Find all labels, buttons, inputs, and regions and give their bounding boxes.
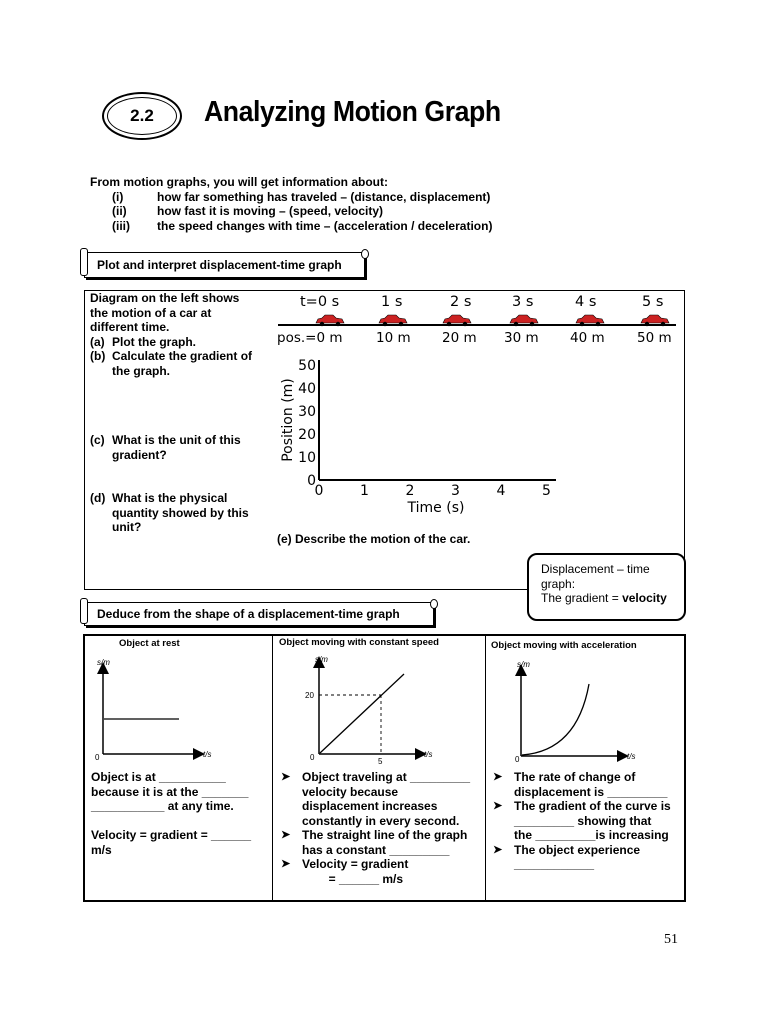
position-label: 20 m xyxy=(442,330,477,346)
question-b: (b) Calculate the gradient of the graph. xyxy=(90,349,253,378)
column-heading: Object moving with acceleration xyxy=(491,640,637,651)
intro-item: (i) how far something has traveled – (distance, displacement) xyxy=(112,189,491,204)
svg-text:s/m: s/m xyxy=(315,655,328,664)
page-title: Analyzing Motion Graph xyxy=(204,96,501,128)
question-c: (c) What is the unit of this gradient? xyxy=(90,433,241,462)
acceleration-graph xyxy=(507,656,687,766)
intro-item: (iii) the speed changes with time – (acceleration / deceleration) xyxy=(112,218,493,233)
position-label: 50 m xyxy=(637,330,672,346)
x-tick-label: 5 xyxy=(542,483,551,499)
intro xyxy=(90,175,493,233)
position-label: 40 m xyxy=(570,330,605,346)
acceleration-curve xyxy=(522,684,589,755)
position-label: pos.=0 m xyxy=(277,330,343,346)
x-axis-label: Time (s) xyxy=(407,500,465,516)
svg-text:t/s: t/s xyxy=(627,752,636,761)
svg-text:0: 0 xyxy=(310,753,315,762)
y-tick-label: 10 xyxy=(298,450,316,466)
y-tick-label: 40 xyxy=(298,381,316,397)
column-divider xyxy=(272,636,273,900)
y-tick-label: 50 xyxy=(298,358,316,374)
question-a: (a) Plot the graph. xyxy=(90,334,196,349)
column-divider xyxy=(485,636,486,900)
position-time-graph xyxy=(276,352,566,522)
time-label: 3 s xyxy=(512,294,534,310)
x-tick-label: 2 xyxy=(405,483,415,499)
gradient-callout: Displacement – time graph: The gradient = velocity xyxy=(527,553,686,621)
y-tick-label: 0 xyxy=(307,473,316,489)
constant-speed-line xyxy=(320,674,404,753)
time-label: 1 s xyxy=(381,294,403,310)
y-axis-label: Position (m) xyxy=(280,378,296,462)
y-tick-label: 30 xyxy=(298,404,316,420)
section1-banner: Plot and interpret displacement-time graph xyxy=(84,252,365,278)
svg-text:s/m: s/m xyxy=(517,660,530,669)
time-label: 5 s xyxy=(642,294,664,310)
constant-speed-graph xyxy=(301,654,481,764)
svg-text:20: 20 xyxy=(305,691,314,700)
intro-lead: From motion graphs, you will get information about: xyxy=(90,175,388,189)
x-tick-label: 1 xyxy=(360,483,369,499)
car-track xyxy=(276,310,678,330)
svg-text:t/s: t/s xyxy=(424,750,433,759)
question-e: (e) Describe the motion of the car. xyxy=(277,532,471,546)
svg-text:0: 0 xyxy=(95,753,100,762)
position-label: 30 m xyxy=(504,330,539,346)
rest-graph xyxy=(91,654,271,764)
column-heading: Object moving with constant speed xyxy=(279,637,439,648)
x-tick-label: 3 xyxy=(451,483,460,499)
time-label: t=0 s xyxy=(300,294,340,310)
position-label: 10 m xyxy=(376,330,411,346)
page-number: 51 xyxy=(664,932,678,947)
svg-text:5: 5 xyxy=(378,757,383,764)
y-tick-label: 20 xyxy=(298,427,316,443)
rest-answer-text: Object is at __________ because it is at the _______ ___________ at any time. Velocity = gradient = ______ m/s xyxy=(91,770,252,857)
column-heading: Object at rest xyxy=(119,638,180,649)
time-label: 4 s xyxy=(575,294,597,310)
intro-item: (ii) how fast it is moving – (speed, velocity) xyxy=(112,204,384,218)
x-tick-label: 4 xyxy=(496,483,506,499)
section2-banner: Deduce from the shape of a displacement-time graph xyxy=(84,602,434,626)
svg-text:s/m: s/m xyxy=(97,658,110,667)
graph-shapes-table xyxy=(83,634,686,902)
section-number: 2.2 xyxy=(130,106,154,125)
section-number-badge xyxy=(102,92,182,140)
constant-speed-answer-text: ➤ Object traveling at _________ velocity because displacement increases constantly in every second. ➤ The straight line of the graph has a constant _________ ➤ Velocity = gradient = ______ m/s xyxy=(279,770,470,886)
question-d: (d) What is the physical quantity showed by this unit? xyxy=(90,491,249,534)
questions: Diagram on the left shows the motion of a car at different time. (a) Plot the graph. (b) Calculate the gradient of the graph. (c) What is the unit of this gradient? (d) What is the physical quantity showed by this unit? xyxy=(90,291,270,541)
svg-text:t/s: t/s xyxy=(203,750,212,759)
x-tick-label: 0 xyxy=(314,483,324,499)
acceleration-answer-text: ➤ The rate of change of displacement is _________ ➤ The gradient of the curve is _________ showing that the _________is increasing ➤ The object experience ____________ xyxy=(491,770,671,872)
svg-text:0: 0 xyxy=(515,755,520,764)
time-label: 2 s xyxy=(450,294,472,310)
